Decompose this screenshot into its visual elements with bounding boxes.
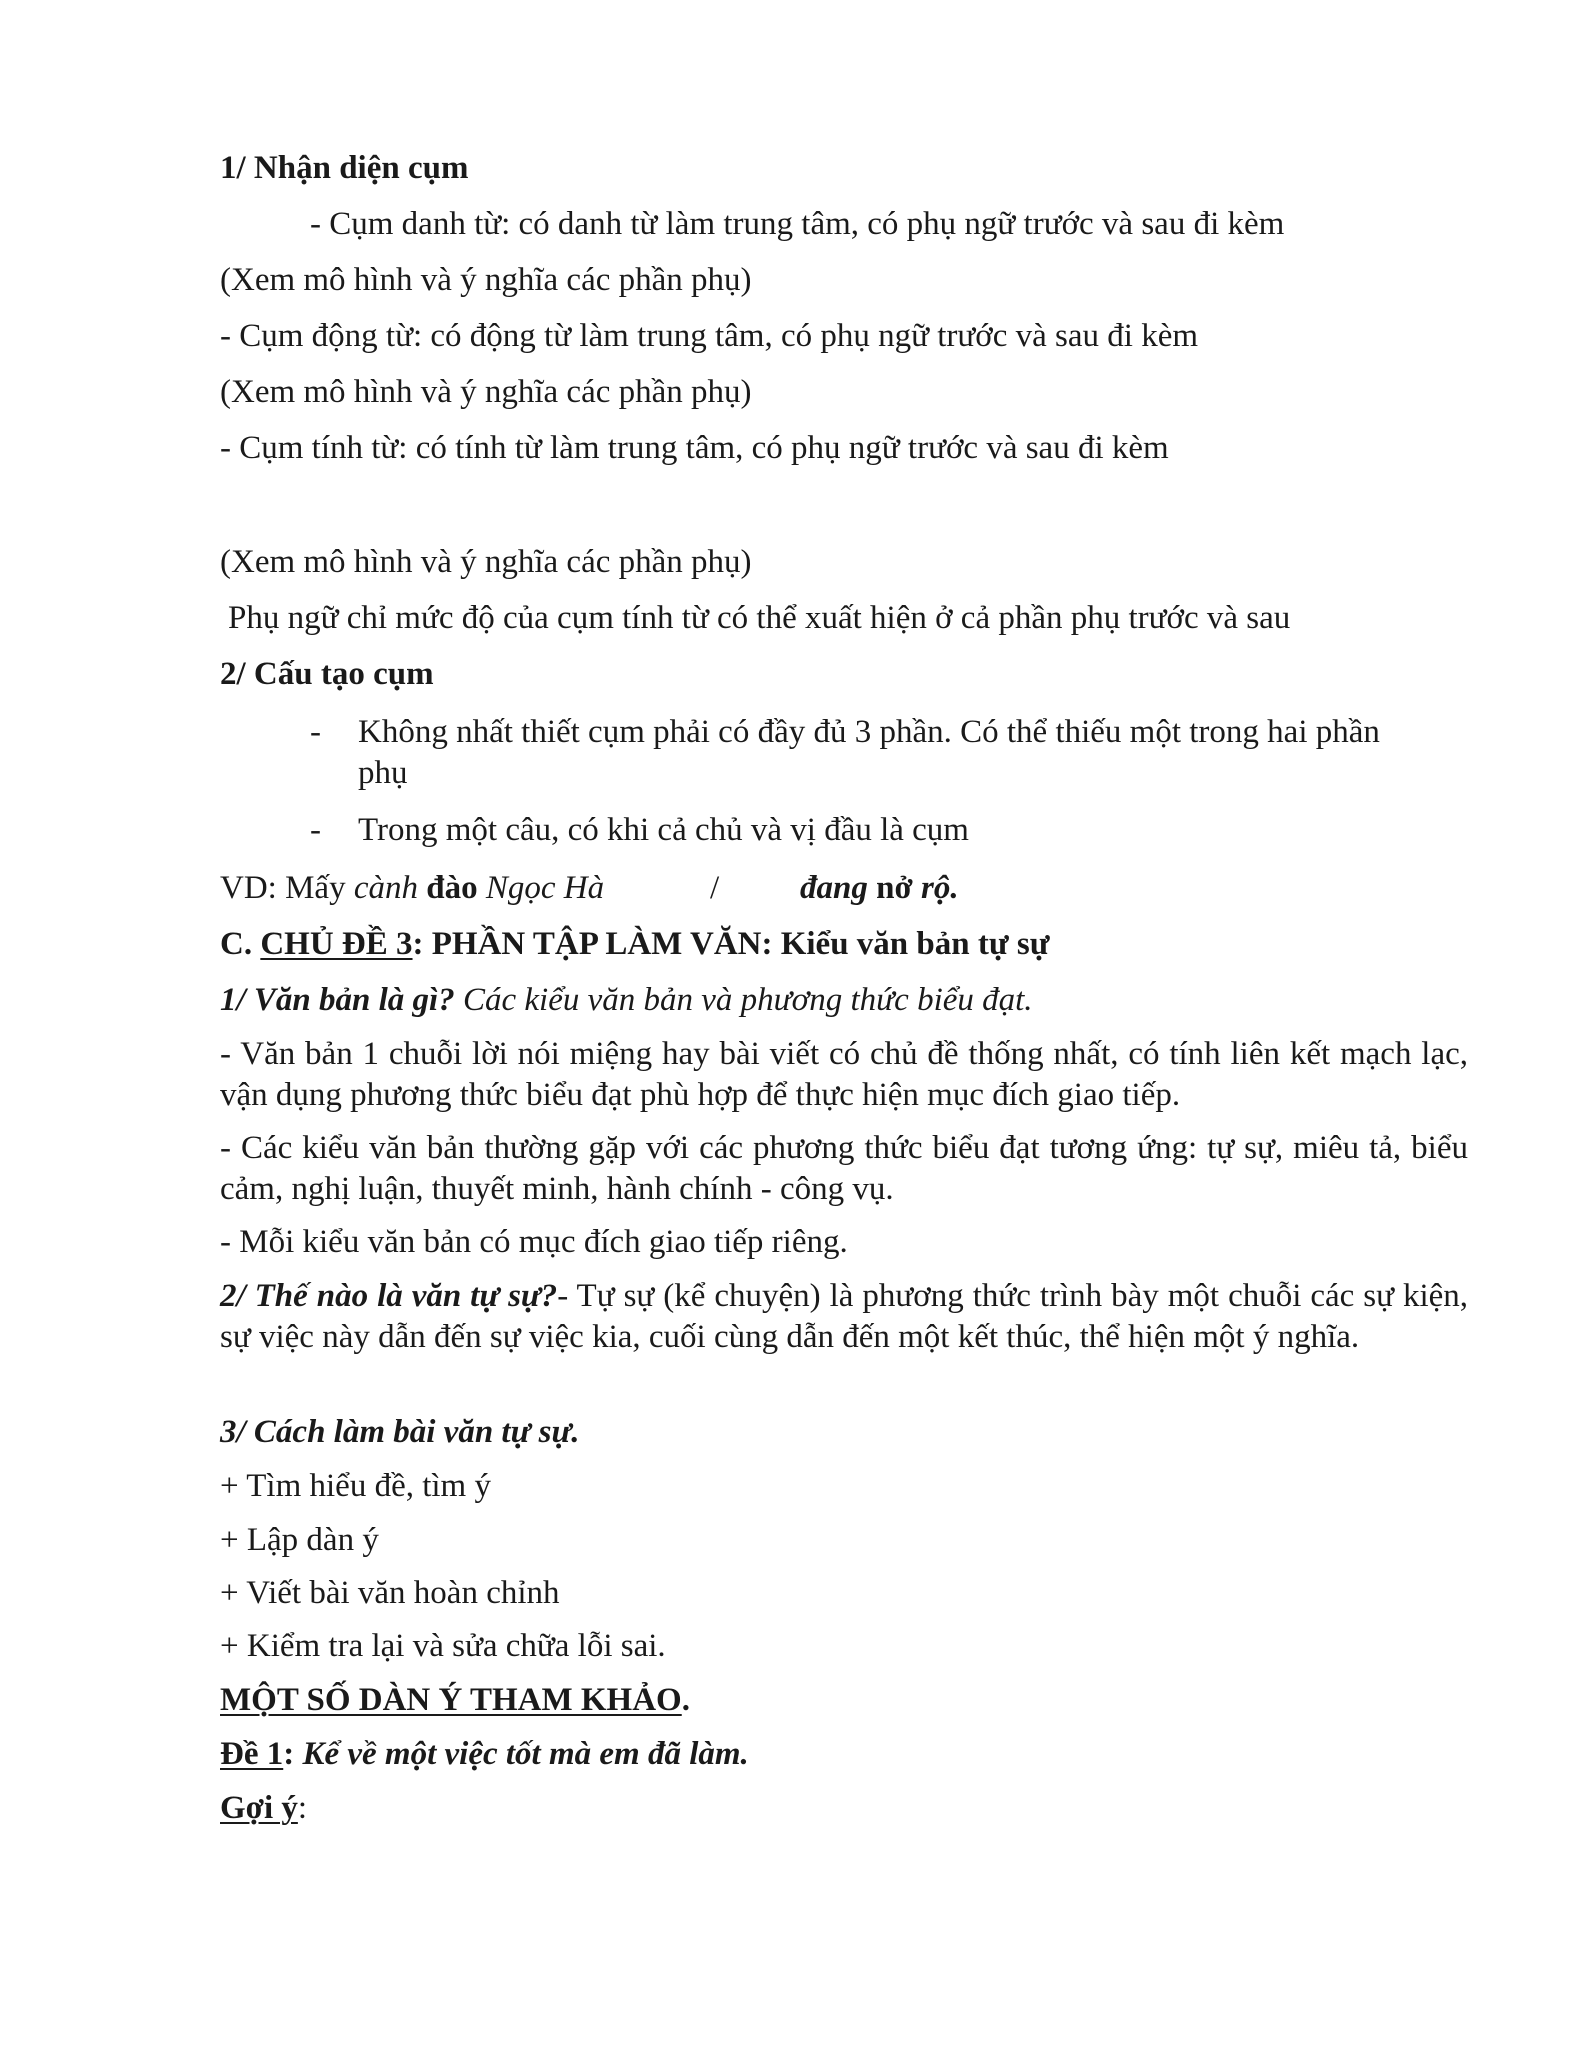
question-2-bold: 2/ Thế nào là văn tự sự? [220, 1278, 558, 1314]
outlines-heading-dot: . [681, 1682, 690, 1718]
section-c-prefix: C. [220, 926, 261, 962]
list-item-text: Trong một câu, có khi cả chủ và vị đầu là cụm [358, 812, 969, 848]
goi-y [220, 1788, 1468, 1828]
verb-phrase-note: (Xem mô hình và ý nghĩa các phần phụ) [220, 374, 752, 410]
question-1 [220, 980, 1468, 1020]
example-word: đang [800, 870, 868, 906]
step-item: + Viết bài văn hoàn chỉnh [220, 1575, 560, 1611]
goi-y-label: Gợi ý [220, 1790, 298, 1826]
outlines-heading-text: MỘT SỐ DÀN Ý THAM KHẢO [220, 1682, 682, 1718]
example-word: rộ. [921, 870, 959, 906]
adjective-degree-note: Phụ ngữ chỉ mức độ của cụm tính từ có thể xuất hiện ở cả phần phụ trước và sau [228, 600, 1291, 636]
paragraph-van-ban: - Văn bản 1 chuỗi lời nói miệng hay bài viết có chủ đề thống nhất, có tính liên kết mạch lạc, vận dụng phương thức biểu đạt phù hợp để thực hiện mục đích giao tiếp. [220, 1036, 1468, 1113]
paragraph-kieu-van-ban: - Các kiểu văn bản thường gặp với các phương thức biểu đạt tương ứng: tự sự, miêu tả, biểu cảm, nghị luận, thuyết minh, hành chính - công vụ. [220, 1130, 1468, 1207]
bullet-dash: - [310, 812, 321, 848]
question-1-bold: 1/ Văn bản là gì? [220, 982, 455, 1018]
noun-phrase-line: - Cụm danh từ: có danh từ làm trung tâm, có phụ ngữ trước và sau đi kèm [310, 206, 1285, 242]
example-word: cành [353, 870, 418, 906]
goi-y-colon: : [297, 1790, 308, 1826]
question-2-paragraph [220, 1276, 1468, 1358]
adjective-phrase-line: - Cụm tính từ: có tính từ làm trung tâm, có phụ ngữ trước và sau đi kèm [220, 430, 1169, 466]
example-word: đào [426, 870, 478, 906]
de-1-label: Đề 1 [220, 1736, 284, 1772]
step-item: + Lập dàn ý [220, 1522, 379, 1558]
bullet-dash: - [310, 714, 321, 750]
outlines-heading [220, 1680, 1468, 1720]
question-1-rest: Các kiểu văn bản và phương thức biểu đạt. [454, 982, 1033, 1018]
example-word: nở [876, 870, 913, 906]
step-item: + Kiểm tra lại và sửa chữa lỗi sai. [220, 1628, 666, 1664]
example-prefix: VD: Mấy [220, 870, 354, 906]
example-word: Ngọc Hà [485, 870, 605, 906]
de-1 [220, 1734, 1468, 1774]
heading-nhan-dien-cum: 1/ Nhận diện cụm [220, 150, 469, 186]
example-sentence [220, 868, 1468, 908]
question-3: 3/ Cách làm bài văn tự sự. [220, 1414, 580, 1450]
example-slash: / [710, 870, 720, 906]
section-c-topic: CHỦ ĐỀ 3 [260, 926, 413, 962]
section-c-title: : PHẦN TẬP LÀM VĂN: Kiểu văn bản tự sự [412, 926, 1050, 962]
verb-phrase-line: - Cụm động từ: có động từ làm trung tâm, có phụ ngữ trước và sau đi kèm [220, 318, 1199, 354]
noun-phrase-note: (Xem mô hình và ý nghĩa các phần phụ) [220, 262, 752, 298]
heading-cau-tao-cum: 2/ Cấu tạo cụm [220, 656, 434, 692]
de-1-colon: : [283, 1736, 303, 1772]
paragraph-muc-dich: - Mỗi kiểu văn bản có mục đích giao tiếp riêng. [220, 1224, 848, 1260]
section-c-heading [220, 924, 1468, 964]
de-1-task: Kể về một việc tốt mà em đã làm. [302, 1736, 749, 1772]
list-item-text: Không nhất thiết cụm phải có đầy đủ 3 phần. Có thể thiếu một trong hai phần phụ [358, 714, 1380, 791]
step-item: + Tìm hiểu đề, tìm ý [220, 1468, 491, 1504]
adjective-phrase-note: (Xem mô hình và ý nghĩa các phần phụ) [220, 544, 752, 580]
question-2-rest: - Tự sự (kể chuyện) là phương thức trình bày một chuỗi các sự kiện, sự việc này dẫn đến sự việc kia, cuối cùng dẫn đến một kết thúc, thể hiện một ý nghĩa. [220, 1278, 1469, 1355]
